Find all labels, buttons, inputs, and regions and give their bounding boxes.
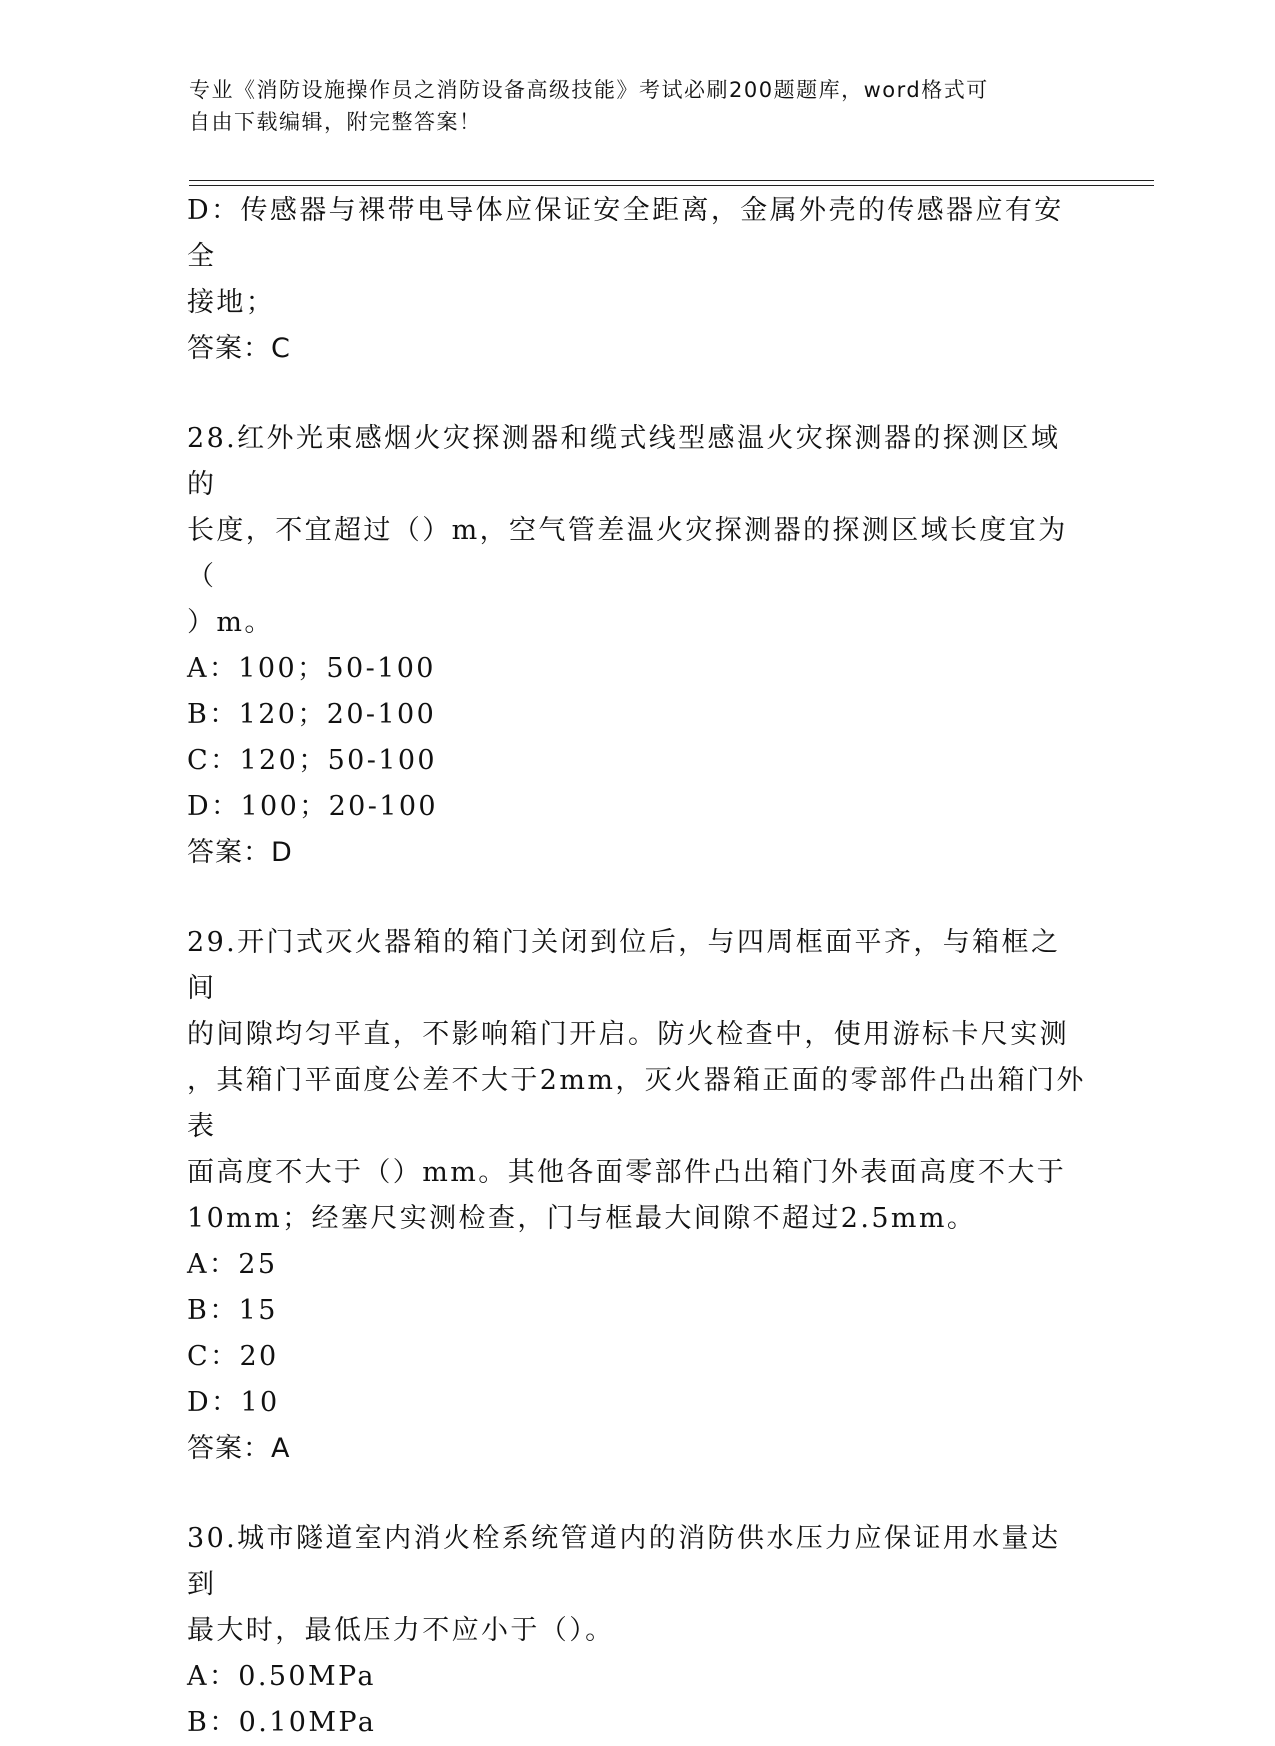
question-text: 的间隙均匀平直，不影响箱门开启。防火检查中，使用游标卡尺实测 [187,1019,1069,1050]
answer-line: 答案：D [187,837,293,868]
header-divider-top [189,180,1154,181]
option-a: A：100；50-100 [187,653,436,684]
header-divider-bottom [189,185,1154,186]
option-b: B：15 [187,1295,278,1326]
question-text: 30.城市隧道室内消火栓系统管道内的消防供水压力应保证用水量达到 [187,1523,1061,1600]
header-line-2: 自由下载编辑，附完整答案！ [189,110,482,134]
option-a: A：0.50MPa [187,1661,376,1692]
question-29 [187,920,1087,1472]
question-28 [187,416,1087,876]
header-line-1: 专业《消防设施操作员之消防设备高级技能》考试必刷200题题库，word格式可 [189,78,989,102]
option-d: D：传感器与裸带电导体应保证安全距离，金属外壳的传感器应有安全 [187,195,1064,272]
document-header [189,74,1089,138]
option-c: C：120；50-100 [187,745,438,776]
option-a: A：25 [187,1249,278,1280]
question-text: ）m。 [187,607,274,638]
question-text: ，其箱门平面度公差不大于2mm，灭火器箱正面的零部件凸出箱门外表 [187,1065,1086,1142]
option-d: D：10 [187,1387,280,1418]
answer-line: 答案：C [187,333,291,364]
question-text: 28.红外光束感烟火灾探测器和缆式线型感温火灾探测器的探测区域的 [187,423,1061,500]
question-text: 面高度不大于（）mm。其他各面零部件凸出箱门外表面高度不大于 [187,1157,1067,1188]
question-text: 10mm；经塞尺实测检查，门与框最大间隙不超过2.5mm。 [187,1203,977,1234]
option-c: C：20 [187,1341,279,1372]
option-b: B：0.10MPa [187,1707,377,1738]
question-text: 长度，不宜超过（）m，空气管差温火灾探测器的探测区域长度宜为（ [187,515,1068,592]
question-text: 29.开门式灭火器箱的箱门关闭到位后，与四周框面平齐，与箱框之间 [187,927,1061,1004]
previous-question-tail [187,188,1087,372]
question-text: 最大时，最低压力不应小于（）。 [187,1615,615,1646]
option-b: B：120；20-100 [187,699,437,730]
answer-line: 答案：A [187,1433,291,1464]
question-30 [187,1516,1087,1746]
option-d-continued: 接地； [187,287,276,318]
option-d: D：100；20-100 [187,791,438,822]
question-content [187,188,1087,1746]
